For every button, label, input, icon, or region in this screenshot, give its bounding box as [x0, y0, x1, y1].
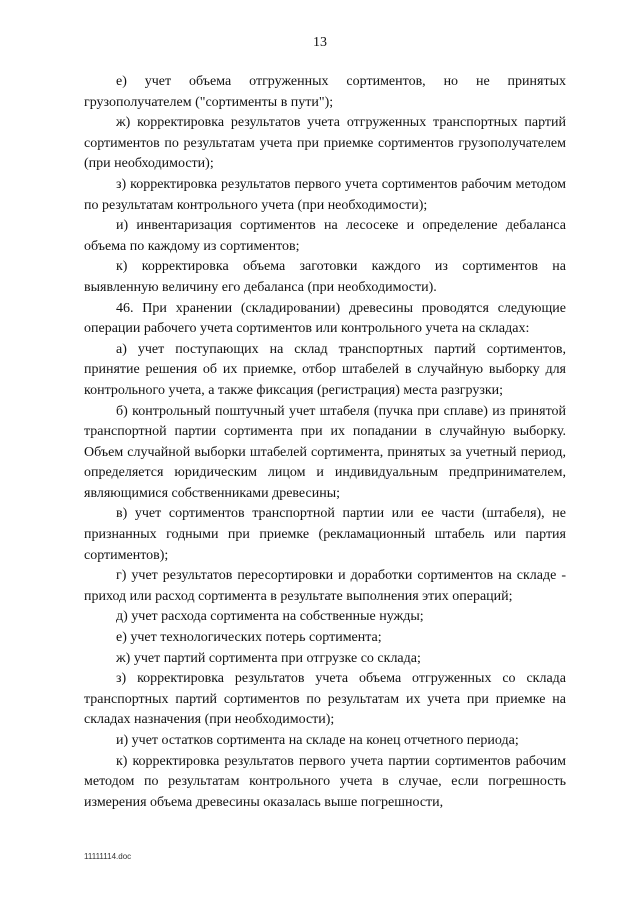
document-body — [84, 72, 566, 813]
page-number: 13 — [313, 35, 327, 50]
paragraph-e-shipped-volume: е) учет объема отгруженных сортиментов, но не принятых грузополучателем ("сортименты в пути"); — [84, 74, 566, 110]
footer-filename: 11111114.doc — [84, 852, 132, 861]
paragraph-46-storage: 46. При хранении (складировании) древесины проводятся следующие операции рабочего учета сортиментов или контрольного учета на складах: — [84, 300, 566, 337]
paragraph-k-first-count-correction: к) корректировка результатов первого учета партии сортиментов рабочим методом по результатам контрольного учета в случае, если погрешность измерения объема древесины оказалась выше погрешности, — [84, 753, 566, 810]
paragraph-e-tech-losses: е) учет технологических потерь сортимента; — [116, 630, 382, 646]
paragraph-k-harvest-correction: к) корректировка объема заготовки каждого из сортиментов на выявленную величину его дебаланса (при необходимости). — [84, 259, 566, 295]
paragraph-v-rejected: в) учет сортиментов транспортной партии или ее части (штабеля), не признанных годными при приемке (рекламационный штабель или партия сортиментов); — [84, 506, 566, 563]
paragraph-b-control-count: б) контрольный поштучный учет штабеля (пучка при сплаве) из принятой транспортной партии сортимента при их попадании в случайную выборку. Объем случайной выборки штабелей сортимента, принятых за учетный период, определяется юридическим лицом и индивидуальным предпринимателем, являющимися собственниками древесины; — [84, 403, 566, 501]
paragraph-z-shipment-correction: з) корректировка результатов учета объема отгруженных со склада транспортных партий сортиментов по результатам их учета при приемке на складах назначения (при необходимости); — [84, 671, 566, 728]
paragraph-z-first-count-correction: з) корректировка результатов первого учета сортиментов рабочим методом по результатам контрольного учета (при необходимости); — [84, 176, 566, 213]
paragraph-g-resorting: г) учет результатов пересортировки и доработки сортиментов на складе - приход или расход сортимента в результате выполнения этих операций; — [84, 568, 566, 604]
paragraph-zh-shipment: ж) учет партий сортимента при отгрузке со склада; — [116, 650, 421, 666]
paragraph-d-own-needs: д) учет расхода сортимента на собственные нужды; — [116, 609, 424, 625]
paragraph-a-incoming: а) учет поступающих на склад транспортных партий сортиментов, принятие решения об их приемке, отбор штабелей в случайную выборку для контрольного учета, а также фиксация (регистрация) места разгрузки; — [84, 341, 566, 398]
paragraph-i-inventory: и) инвентаризация сортиментов на лесосеке и определение дебаланса объема по каждому из сортиментов; — [84, 218, 566, 254]
paragraph-zh-shipment-correction: ж) корректировка результатов учета отгруженных транспортных партий сортиментов по результатам учета при приемке сортиментов грузополучателем (при необходимости); — [84, 115, 566, 172]
paragraph-i-remaining-stock: и) учет остатков сортимента на складе на конец отчетного периода; — [116, 733, 519, 748]
